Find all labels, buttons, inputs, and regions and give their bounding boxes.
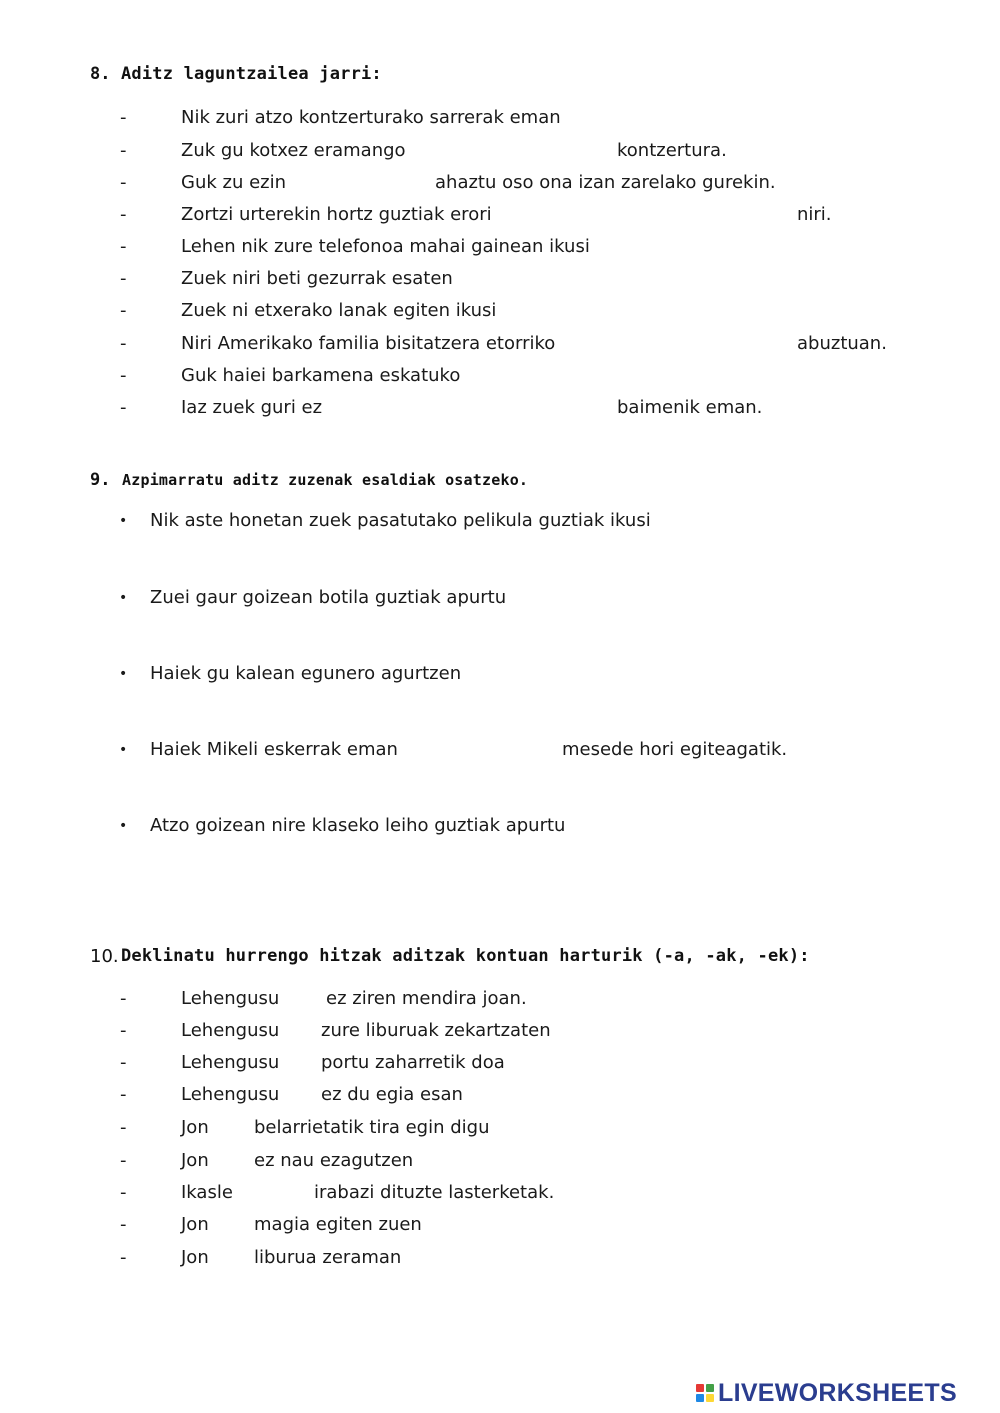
sentence-start: Zuek niri beti gezurrak esaten xyxy=(181,268,453,289)
section-10-number: 10. xyxy=(90,946,119,967)
sentence-end: portu zaharretik doa xyxy=(321,1052,505,1073)
sentence-start: Haiek gu kalean egunero agurtzen xyxy=(150,663,462,684)
list-dash: - xyxy=(120,1084,127,1105)
sentence-start: Lehen nik zure telefonoa mahai gainean ikusi xyxy=(181,236,590,257)
sentence-start: Zuk gu kotxez eramango xyxy=(181,140,406,161)
section-9-number: 9. xyxy=(90,470,111,490)
sentence-end: liburua zeraman xyxy=(254,1247,402,1268)
list-dash: - xyxy=(120,333,127,354)
word-to-decline: Lehengusu xyxy=(181,1084,280,1105)
sentence-end: zure liburuak zekartzaten xyxy=(321,1020,551,1041)
sentence-end: irabazi dituzte lasterketak. xyxy=(314,1182,555,1203)
list-dash: - xyxy=(120,1150,127,1171)
section-9-title: Azpimarratu aditz zuzenak esaldiak osatzeko. xyxy=(122,471,529,489)
list-dash: - xyxy=(120,204,127,225)
bullet-icon: • xyxy=(119,666,128,682)
word-to-decline: Lehengusu xyxy=(181,988,280,1009)
sentence-start: Guk haiei barkamena eskatuko xyxy=(181,365,461,386)
sentence-end: ahaztu oso ona izan zarelako gurekin. xyxy=(435,172,776,193)
list-dash: - xyxy=(120,1117,127,1138)
list-dash: - xyxy=(120,236,127,257)
section-8-number: 8. xyxy=(90,64,111,84)
sentence-start: Niri Amerikako familia bisitatzera etorriko xyxy=(181,333,556,354)
sentence-start: Atzo goizean nire klaseko leiho guztiak apurtu xyxy=(150,815,566,836)
list-dash: - xyxy=(120,1247,127,1268)
bullet-icon: • xyxy=(119,513,128,529)
word-to-decline: Jon xyxy=(181,1150,209,1171)
sentence-start: Iaz zuek guri ez xyxy=(181,397,323,418)
logo-text: LIVEWORKSHEETS xyxy=(718,1378,957,1407)
section-10-title: Deklinatu hurrengo hitzak aditzak kontuan harturik (-a, -ak, -ek): xyxy=(121,946,810,966)
liveworksheets-logo[interactable] xyxy=(696,1376,957,1410)
sentence-end: belarrietatik tira egin digu xyxy=(254,1117,490,1138)
bullet-icon: • xyxy=(119,742,128,758)
list-dash: - xyxy=(120,300,127,321)
sentence-start: Haiek Mikeli eskerrak eman xyxy=(150,739,398,760)
logo-squares-icon xyxy=(696,1384,714,1402)
sentence-end: ez nau ezagutzen xyxy=(254,1150,414,1171)
sentence-end: mesede hori egiteagatik. xyxy=(562,739,788,760)
list-dash: - xyxy=(120,365,127,386)
sentence-end: baimenik eman. xyxy=(617,397,763,418)
list-dash: - xyxy=(120,268,127,289)
word-to-decline: Jon xyxy=(181,1247,209,1268)
bullet-icon: • xyxy=(119,818,128,834)
word-to-decline: Lehengusu xyxy=(181,1020,280,1041)
list-dash: - xyxy=(120,988,127,1009)
sentence-end: niri. xyxy=(797,204,832,225)
sentence-start: Zortzi urterekin hortz guztiak erori xyxy=(181,204,492,225)
section-8-title: Aditz laguntzailea jarri: xyxy=(121,64,382,84)
list-dash: - xyxy=(120,172,127,193)
sentence-start: Nik aste honetan zuek pasatutako pelikula guztiak ikusi xyxy=(150,510,651,531)
sentence-start: Nik zuri atzo kontzerturako sarrerak eman xyxy=(181,107,561,128)
bullet-icon: • xyxy=(119,590,128,606)
word-to-decline: Lehengusu xyxy=(181,1052,280,1073)
sentence-start: Guk zu ezin xyxy=(181,172,287,193)
sentence-start: Zuei gaur goizean botila guztiak apurtu xyxy=(150,587,507,608)
word-to-decline: Ikasle xyxy=(181,1182,233,1203)
list-dash: - xyxy=(120,107,127,128)
word-to-decline: Jon xyxy=(181,1117,209,1138)
sentence-end: magia egiten zuen xyxy=(254,1214,422,1235)
sentence-start: Zuek ni etxerako lanak egiten ikusi xyxy=(181,300,497,321)
list-dash: - xyxy=(120,1182,127,1203)
list-dash: - xyxy=(120,397,127,418)
sentence-end: kontzertura. xyxy=(617,140,727,161)
list-dash: - xyxy=(120,1020,127,1041)
word-to-decline: Jon xyxy=(181,1214,209,1235)
list-dash: - xyxy=(120,1052,127,1073)
list-dash: - xyxy=(120,140,127,161)
sentence-end: ez ziren mendira joan. xyxy=(326,988,527,1009)
list-dash: - xyxy=(120,1214,127,1235)
sentence-end: ez du egia esan xyxy=(321,1084,463,1105)
sentence-end: abuztuan. xyxy=(797,333,887,354)
